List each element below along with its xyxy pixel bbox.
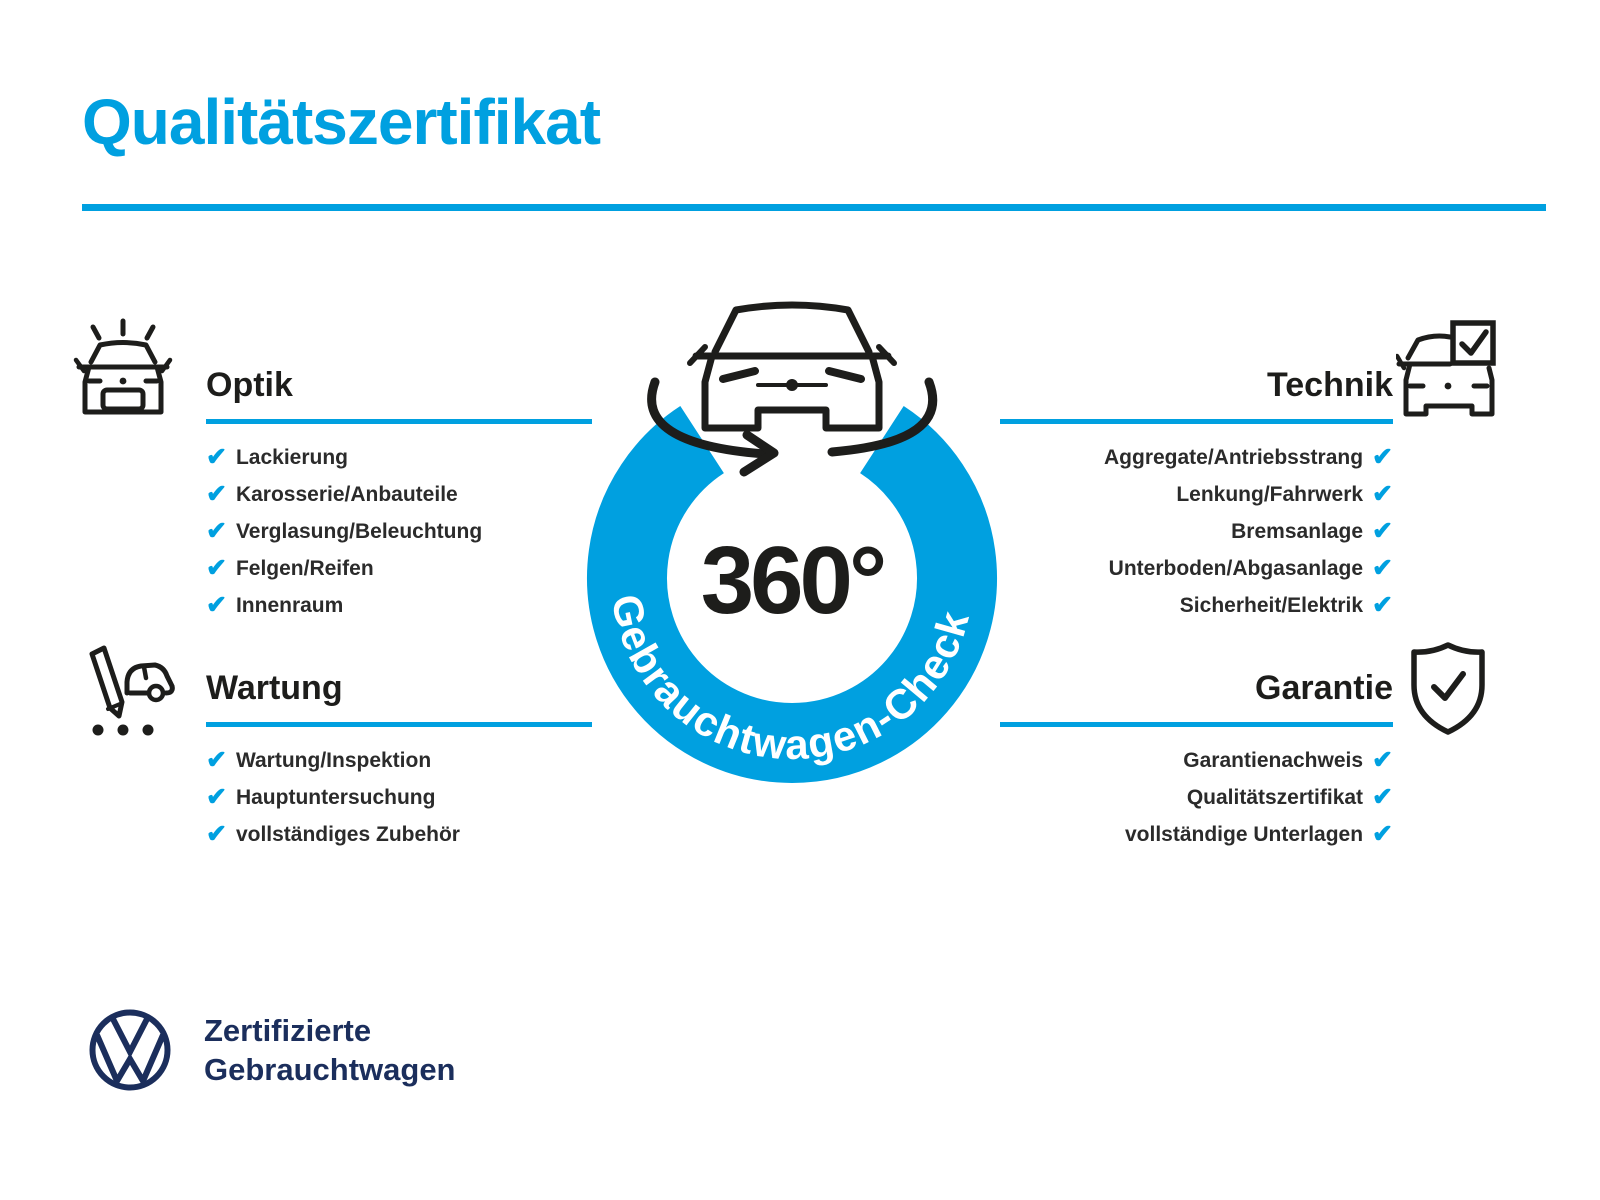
check-icon: ✔ — [1372, 820, 1393, 848]
section-title: Optik — [206, 366, 293, 404]
checklist-item-label: Hauptuntersuchung — [235, 785, 436, 809]
checklist-item — [1000, 513, 1393, 550]
check-icon: ✔ — [206, 746, 227, 774]
checklist-item — [206, 550, 592, 587]
section-underline — [206, 419, 592, 424]
checklist-item — [206, 779, 592, 816]
check-icon: ✔ — [206, 480, 227, 508]
checklist-item-label: Qualitätszertifikat — [1186, 785, 1364, 809]
check-icon: ✔ — [206, 517, 227, 545]
checklist-item-label: Lackierung — [235, 445, 348, 469]
checklist-item — [206, 587, 592, 624]
check-icon: ✔ — [1372, 554, 1393, 582]
check-icon: ✔ — [206, 783, 227, 811]
checklist-item — [1000, 742, 1393, 779]
badge-degrees: 360° — [700, 527, 884, 634]
section-title: Wartung — [206, 669, 343, 707]
footer-brand-text — [204, 1011, 456, 1089]
sparkling-car-icon — [72, 318, 174, 420]
section-checklist — [1000, 439, 1393, 624]
checklist-item — [1000, 439, 1393, 476]
checklist-item — [1000, 550, 1393, 587]
check-icon: ✔ — [206, 591, 227, 619]
page-title: Qualitätszertifikat — [82, 86, 601, 158]
check-icon: ✔ — [206, 554, 227, 582]
checklist-item-label: Verglasung/Beleuchtung — [235, 519, 483, 543]
checklist-item — [206, 513, 592, 550]
checklist-item — [206, 742, 592, 779]
checklist-item-label: Lenkung/Fahrwerk — [1176, 482, 1364, 506]
badge-ring-label: Gebrauchtwagen-Check — [602, 590, 979, 769]
section-technik — [1000, 365, 1393, 624]
check-icon: ✔ — [206, 820, 227, 848]
checklist-item — [1000, 816, 1393, 853]
section-underline — [1000, 419, 1393, 424]
car-checkbox-icon — [1396, 316, 1500, 422]
checklist-item — [206, 439, 592, 476]
checklist-item-label: Sicherheit/Elektrik — [1179, 593, 1364, 617]
checklist-item-label: vollständige Unterlagen — [1125, 822, 1364, 846]
check-icon: ✔ — [1372, 746, 1393, 774]
section-checklist — [206, 742, 592, 853]
footer-brand-line1: Zertifizierte — [204, 1013, 372, 1048]
section-checklist — [1000, 742, 1393, 853]
service-note-icon — [78, 640, 178, 740]
checklist-item — [1000, 779, 1393, 816]
checklist-item-label: Garantienachweis — [1183, 748, 1364, 772]
section-title: Garantie — [1255, 669, 1393, 707]
shield-check-icon — [1406, 640, 1490, 736]
checklist-item-label: Bremsanlage — [1231, 519, 1364, 543]
check-icon: ✔ — [206, 443, 227, 471]
section-wartung — [206, 668, 592, 853]
section-optik — [206, 365, 592, 624]
checklist-item-label: vollständiges Zubehör — [235, 822, 460, 846]
checklist-item-label: Wartung/Inspektion — [235, 748, 432, 772]
checklist-item — [1000, 476, 1393, 513]
checklist-item-label: Karosserie/Anbauteile — [235, 482, 458, 506]
section-title: Technik — [1267, 366, 1393, 404]
section-checklist — [206, 439, 592, 624]
section-underline — [206, 722, 592, 727]
checklist-item-label: Felgen/Reifen — [235, 556, 374, 580]
title-divider — [82, 204, 1546, 211]
checklist-item — [206, 476, 592, 513]
check-icon: ✔ — [1372, 443, 1393, 471]
section-underline — [1000, 722, 1393, 727]
check-icon: ✔ — [1372, 517, 1393, 545]
checklist-item-label: Aggregate/Antriebsstrang — [1104, 445, 1364, 469]
check-icon: ✔ — [1372, 591, 1393, 619]
checklist-item — [206, 816, 592, 853]
check-icon: ✔ — [1372, 783, 1393, 811]
check-icon: ✔ — [1372, 480, 1393, 508]
checklist-item-label: Innenraum — [235, 593, 344, 617]
vw-logo — [86, 1006, 174, 1094]
footer-brand-line2: Gebrauchtwagen — [204, 1052, 456, 1087]
checklist-item-label: Unterboden/Abgasanlage — [1108, 556, 1364, 580]
section-garantie — [1000, 668, 1393, 853]
360-check-badge — [558, 282, 1026, 787]
checklist-item — [1000, 587, 1393, 624]
